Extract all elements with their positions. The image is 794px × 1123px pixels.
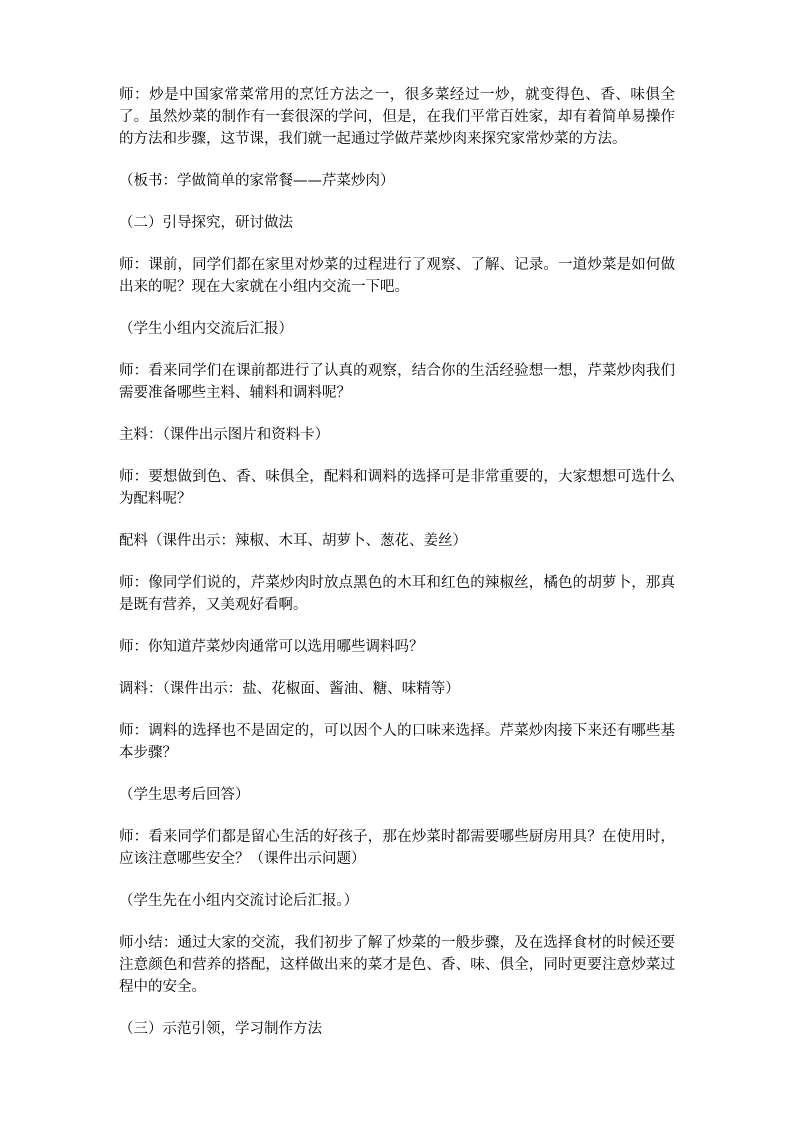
paragraph-teacher-observe: 师：课前，同学们都在家里对炒菜的过程进行了观察、了解、记录。一道炒菜是如何做出来的呢？现在大家就在小组内交流一下吧。 [119,257,675,295]
paragraph-side-ingredients: 配料（课件出示：辣椒、木耳、胡萝卜、葱花、姜丝） [119,533,467,549]
paragraph-teacher-ingredients: 师：看来同学们在课前都进行了认真的观察，结合你的生活经验想一想，芹菜炒肉我们需要准备哪些主料、辅料和调料呢？ [119,363,675,401]
paragraph-teacher-steps: 师：调料的选择也不是固定的，可以因个人的口味来选择。芹菜炒肉接下来还有哪些基本步骤？ [119,723,675,761]
paragraph-main-ingredient: 主料：（课件出示图片和资料卡） [119,427,330,443]
paragraph-blackboard-title: （板书：学做简单的家常餐——芹菜炒肉） [119,173,395,189]
paragraph-teacher-summary: 师小结：通过大家的交流，我们初步了解了炒菜的一般步骤，及在选择食材的时候还要注意颜色和营养的搭配，这样做出来的菜才是色、香、味、俱全，同时更要注意炒菜过程中的安全。 [119,935,675,995]
paragraph-intro: 师：炒是中国家常菜常用的烹饪方法之一，很多菜经过一炒，就变得色、香、味俱全了。虽然炒菜的制作有一套很深的学问，但是，在我们平常百姓家，却有着简单易操作的方法和步骤，这节课，我们就一起通过学做芹菜炒肉来探究家常炒菜的方法。 [119,87,675,147]
section-heading-2: （二）引导探究，研讨做法 [119,215,293,231]
paragraph-student-answer: （学生思考后回答） [119,787,250,803]
paragraph-teacher-seasoning-question: 师：你知道芹菜炒肉通常可以选用哪些调料吗？ [119,639,424,655]
document-body [119,84,675,1060]
paragraph-teacher-safety: 师：看来同学们都是留心生活的好孩子，那在炒菜时都需要哪些厨房用具？在使用时，应该注意哪些安全？（课件出示问题） [119,829,675,867]
paragraph-student-report: （学生小组内交流后汇报） [119,321,293,337]
paragraph-seasonings: 调料：（课件出示：盐、花椒面、酱油、糖、味精等） [119,681,460,697]
section-heading-3: （三）示范引领，学习制作方法 [119,1021,322,1037]
paragraph-teacher-side: 师：要想做到色、香、味俱全，配料和调料的选择可是非常重要的，大家想想可选什么为配料呢？ [119,469,675,507]
paragraph-teacher-colors: 师：像同学们说的，芹菜炒肉时放点黑色的木耳和红色的辣椒丝，橘色的胡萝卜，那真是既有营养，又美观好看啊。 [119,575,675,613]
paragraph-student-discussion: （学生先在小组内交流讨论后汇报。） [119,893,359,909]
